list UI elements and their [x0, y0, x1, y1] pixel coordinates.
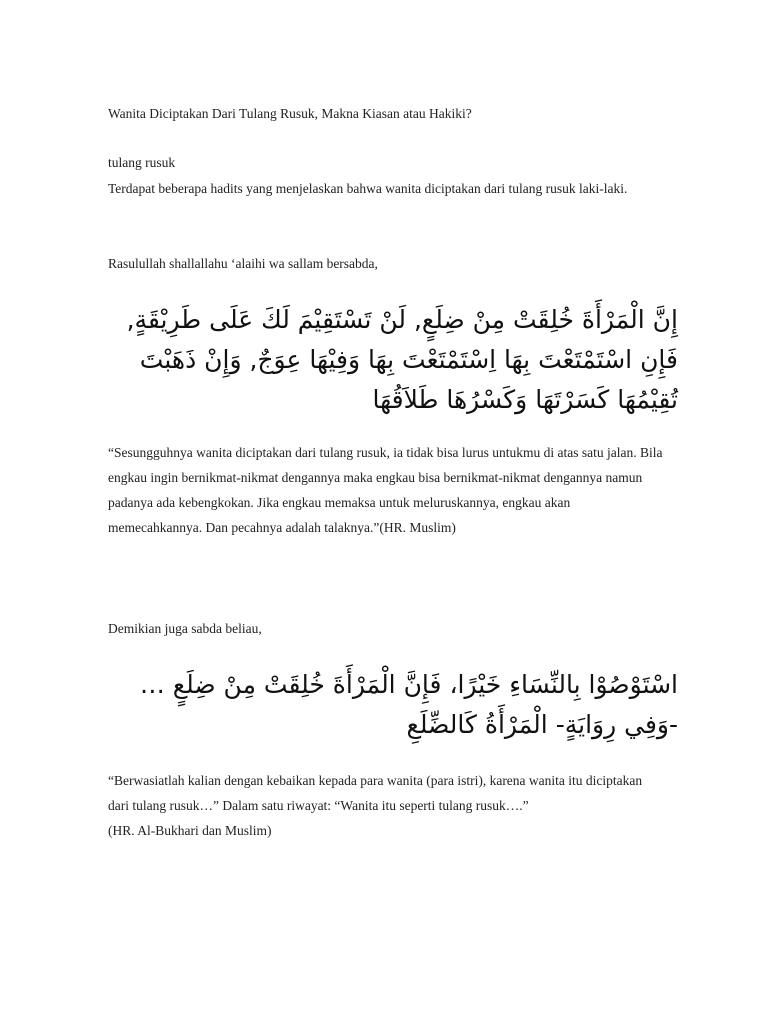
hadith-lead-1: Rasulullah shallallahu ‘alaihi wa sallam bersabda,: [108, 256, 378, 271]
document-title: Wanita Diciptakan Dari Tulang Rusuk, Makna Kiasan atau Hakiki?: [108, 106, 472, 121]
intro-paragraph: Terdapat beberapa hadits yang menjelaskan bahwa wanita diciptakan dari tulang rusuk laki-laki.: [108, 181, 628, 196]
hadith-translation-2: “Berwasiatlah kalian dengan kebaikan kepada para wanita (para istri), karena wanita itu diciptakan dari tulang rusuk…” Dalam satu riwayat: “Wanita itu seperti tulang rusuk….”: [108, 773, 643, 813]
hadith-lead-2: Demikian juga sabda beliau,: [108, 621, 262, 636]
hadith-translation-1: “Sesungguhnya wanita diciptakan dari tulang rusuk, ia tidak bisa lurus untukmu di atas satu jalan. Bila engkau ingin bernikmat-nikmat dengannya maka engkau bisa bernikmat-nikmat dengannya namun padanya ada kebengkokan. Jika engkau memaksa untuk meluruskannya, engkau akan memecahkannya. Dan pecahnya adalah talaknya.”(HR. Muslim): [108, 445, 663, 535]
hadith-source-2: (HR. Al-Bukhari dan Muslim): [108, 823, 272, 838]
arabic-hadith-1: إِنَّ الْمَرْأَةَ خُلِقَتْ مِنْ ضِلَعٍ, لَنْ تَسْتَقِيْمَ لَكَ عَلَى طَرِيْقَةٍ, فَإِنِ اسْتَمْتَعْتَ بِهَا اِسْتَمْتَعْتَ بِهَا وَفِيْهَا عِوَجٌ, وَإِنْ ذَهَبْتَ تُقِيْمُهَا كَسَرْتَهَا وَكَسْرُهَا طَلاَقُهَا: [126, 305, 678, 414]
tag-line: tulang rusuk: [108, 155, 176, 170]
arabic-hadith-2: اسْتَوْصُوْا بِالنِّسَاءِ خَيْرًا، فَإِنَّ الْمَرْأَةَ خُلِقَتْ مِنْ ضِلَعٍ … -وَفِي رِوَايَةٍ- الْمَرْأَةُ كَالضِّلَعِ: [139, 670, 678, 739]
